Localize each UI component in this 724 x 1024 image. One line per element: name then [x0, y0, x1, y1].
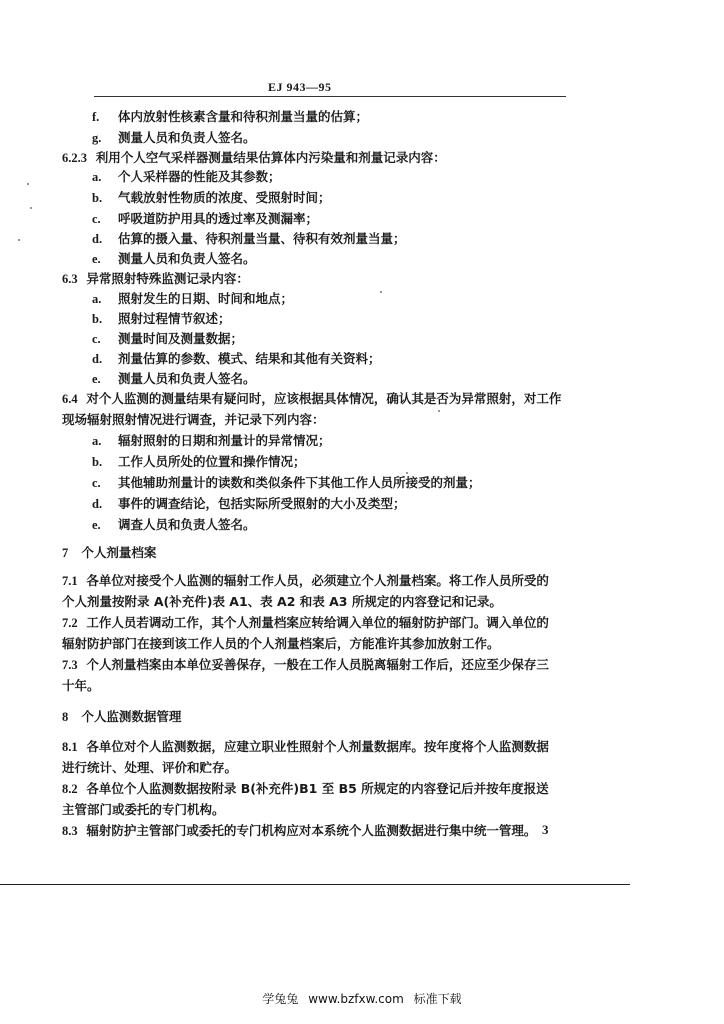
list-item-c: [92, 210, 318, 228]
section-number: 7: [62, 546, 69, 560]
scan-speck: [438, 410, 440, 412]
item-letter: d.: [92, 497, 103, 511]
header-rule: [94, 96, 566, 97]
item-text: 事件的调查结论，包括实际所受照射的大小及类型；: [118, 496, 406, 511]
clause-6-4: [62, 390, 561, 408]
clause-number: 6.4: [62, 392, 78, 406]
item-text: 气载放射性物质的浓度、受照射时间；: [118, 190, 331, 205]
clause-text: 工作人员若调动工作，其个人剂量档案应转给调入单位的辐射防护部门。调入单位的: [86, 615, 549, 630]
clause-number: 6.2.3: [62, 151, 87, 165]
list-item-e: [92, 370, 256, 388]
clause-continuation: [62, 677, 100, 695]
scan-speck: [27, 183, 29, 185]
scan-speck: [18, 239, 20, 241]
clause-8-2: [62, 780, 549, 798]
item-text: 剂量估算的参数、模式、结果和其他有关资料；: [118, 351, 381, 366]
page-number: 3: [542, 822, 549, 837]
clause-6-3: [62, 270, 249, 288]
item-letter: b.: [92, 455, 103, 469]
clause-8-1: [62, 738, 549, 756]
list-item-e: [92, 516, 256, 534]
clause-number: 8.2: [62, 782, 78, 796]
clause-text: 个人剂量按附录 A(补充件)表 A1、表 A2 和表 A3 所规定的内容登记和记录。: [62, 594, 502, 609]
clause-number: 7.2: [62, 616, 78, 630]
clause-continuation: [62, 759, 237, 777]
scan-speck: [406, 472, 408, 474]
item-text: 个人采样器的性能及其参数；: [118, 169, 281, 184]
page-bottom-rule: [0, 884, 630, 885]
footer-site-name: 学兔兔: [262, 992, 299, 1006]
item-letter: e.: [92, 518, 101, 532]
clause-text: 个人剂量档案由本单位妥善保存，一般在工作人员脱离辐射工作后，还应至少保存三: [86, 657, 549, 672]
clause-number: 8.3: [62, 824, 78, 838]
clause-number: 6.3: [62, 272, 78, 286]
standard-code: EJ 943—95: [268, 80, 332, 94]
clause-text: 十年。: [62, 678, 100, 693]
item-letter: a.: [92, 292, 102, 306]
item-letter: e.: [92, 252, 101, 266]
list-item-c: [92, 330, 243, 348]
clause-number: 7.3: [62, 658, 78, 672]
item-letter: c.: [92, 212, 101, 226]
item-text: 测量人员和负责人签名。: [118, 371, 256, 386]
item-letter: a.: [92, 434, 102, 448]
scan-speck: [30, 207, 32, 209]
list-item-f: [92, 108, 368, 126]
clause-continuation: [62, 801, 225, 819]
item-text: 测量人员和负责人签名。: [118, 251, 256, 266]
item-text: 照射过程情节叙述；: [118, 311, 231, 326]
list-item-a: [92, 432, 331, 450]
item-text: 呼吸道防护用具的透过率及测漏率；: [118, 211, 319, 226]
list-item-d: [92, 230, 406, 248]
clause-continuation: [62, 411, 325, 429]
item-text: 测量时间及测量数据；: [118, 331, 244, 346]
clause-text: 现场辐射照射情况进行调查，并记录下列内容：: [62, 412, 325, 427]
clause-continuation: [62, 593, 502, 611]
clause-number: 7.1: [62, 574, 78, 588]
clause-text: 各单位对接受个人监测的辐射工作人员，必须建立个人剂量档案。将工作人员所受的: [86, 573, 549, 588]
section-heading-7: [62, 544, 156, 562]
list-item-b: [92, 189, 331, 207]
item-text: 工作人员所处的位置和操作情况；: [118, 454, 306, 469]
item-letter: e.: [92, 372, 101, 386]
list-item-a: [92, 168, 281, 186]
list-item-e: [92, 250, 256, 268]
clause-number: 8.1: [62, 740, 78, 754]
clause-text: 主管部门或委托的专门机构。: [62, 802, 225, 817]
clause-text: 进行统计、处理、评价和贮存。: [62, 760, 238, 775]
section-number: 8: [62, 710, 69, 724]
clause-text: 对个人监测的测量结果有疑问时，应该根据具体情况，确认其是否为异常照射，对工作: [86, 391, 562, 406]
item-text: 估算的摄入量、待积剂量当量、待积有效剂量当量；: [118, 231, 406, 246]
list-item-b: [92, 310, 231, 328]
item-letter: b.: [92, 191, 103, 205]
watermark-footer: [0, 990, 724, 1007]
list-item-c: [92, 474, 481, 492]
section-title: 个人监测数据管理: [81, 709, 182, 724]
section-heading-8: [62, 708, 181, 726]
clause-6-2-3: [62, 149, 446, 167]
list-item-a: [92, 290, 293, 308]
scan-speck: [380, 291, 382, 293]
item-letter: c.: [92, 332, 101, 346]
clause-7-1: [62, 572, 549, 590]
item-text: 体内放射性核素含量和待积剂量当量的估算；: [118, 109, 369, 124]
item-letter: d.: [92, 232, 103, 246]
list-item-d: [92, 495, 406, 513]
clause-text: 利用个人空气采样器测量结果估算体内污染量和剂量记录内容：: [95, 150, 446, 165]
clause-text: 各单位个人监测数据按附录 B(补充件)B1 至 B5 所规定的内容登记后并按年度报送: [86, 781, 549, 796]
section-title: 个人剂量档案: [81, 545, 157, 560]
item-text: 其他辅助剂量计的读数和类似条件下其他工作人员所接受的剂量；: [118, 475, 481, 490]
clause-text: 各单位对个人监测数据，应建立职业性照射个人剂量数据库。按年度将个人监测数据: [86, 739, 549, 754]
footer-url[interactable]: www.bzfxw.com: [308, 992, 404, 1006]
item-letter: f.: [92, 110, 100, 124]
clause-text: 辐射防护部门在接到该工作人员的个人剂量档案后，方能准许其参加放射工作。: [62, 636, 500, 651]
clause-text: 异常照射特殊监测记录内容：: [86, 271, 249, 286]
item-letter: g.: [92, 131, 102, 145]
page-header: [268, 76, 388, 96]
clause-8-3: [62, 822, 536, 840]
list-item-d: [92, 350, 381, 368]
item-letter: c.: [92, 476, 101, 490]
list-item-b: [92, 453, 306, 471]
item-letter: d.: [92, 352, 103, 366]
item-letter: b.: [92, 312, 103, 326]
item-text: 测量人员和负责人签名。: [118, 130, 256, 145]
item-letter: a.: [92, 170, 102, 184]
item-text: 调查人员和负责人签名。: [118, 517, 256, 532]
clause-7-2: [62, 614, 549, 632]
list-item-g: [92, 129, 256, 147]
item-text: 照射发生的日期、时间和地点；: [118, 291, 294, 306]
footer-tagline: 标准下载: [413, 992, 462, 1006]
clause-7-3: [62, 656, 549, 674]
clause-text: 辐射防护主管部门或委托的专门机构应对本系统个人监测数据进行集中统一管理。: [86, 823, 537, 838]
item-text: 辐射照射的日期和剂量计的异常情况；: [118, 433, 331, 448]
clause-continuation: [62, 635, 500, 653]
